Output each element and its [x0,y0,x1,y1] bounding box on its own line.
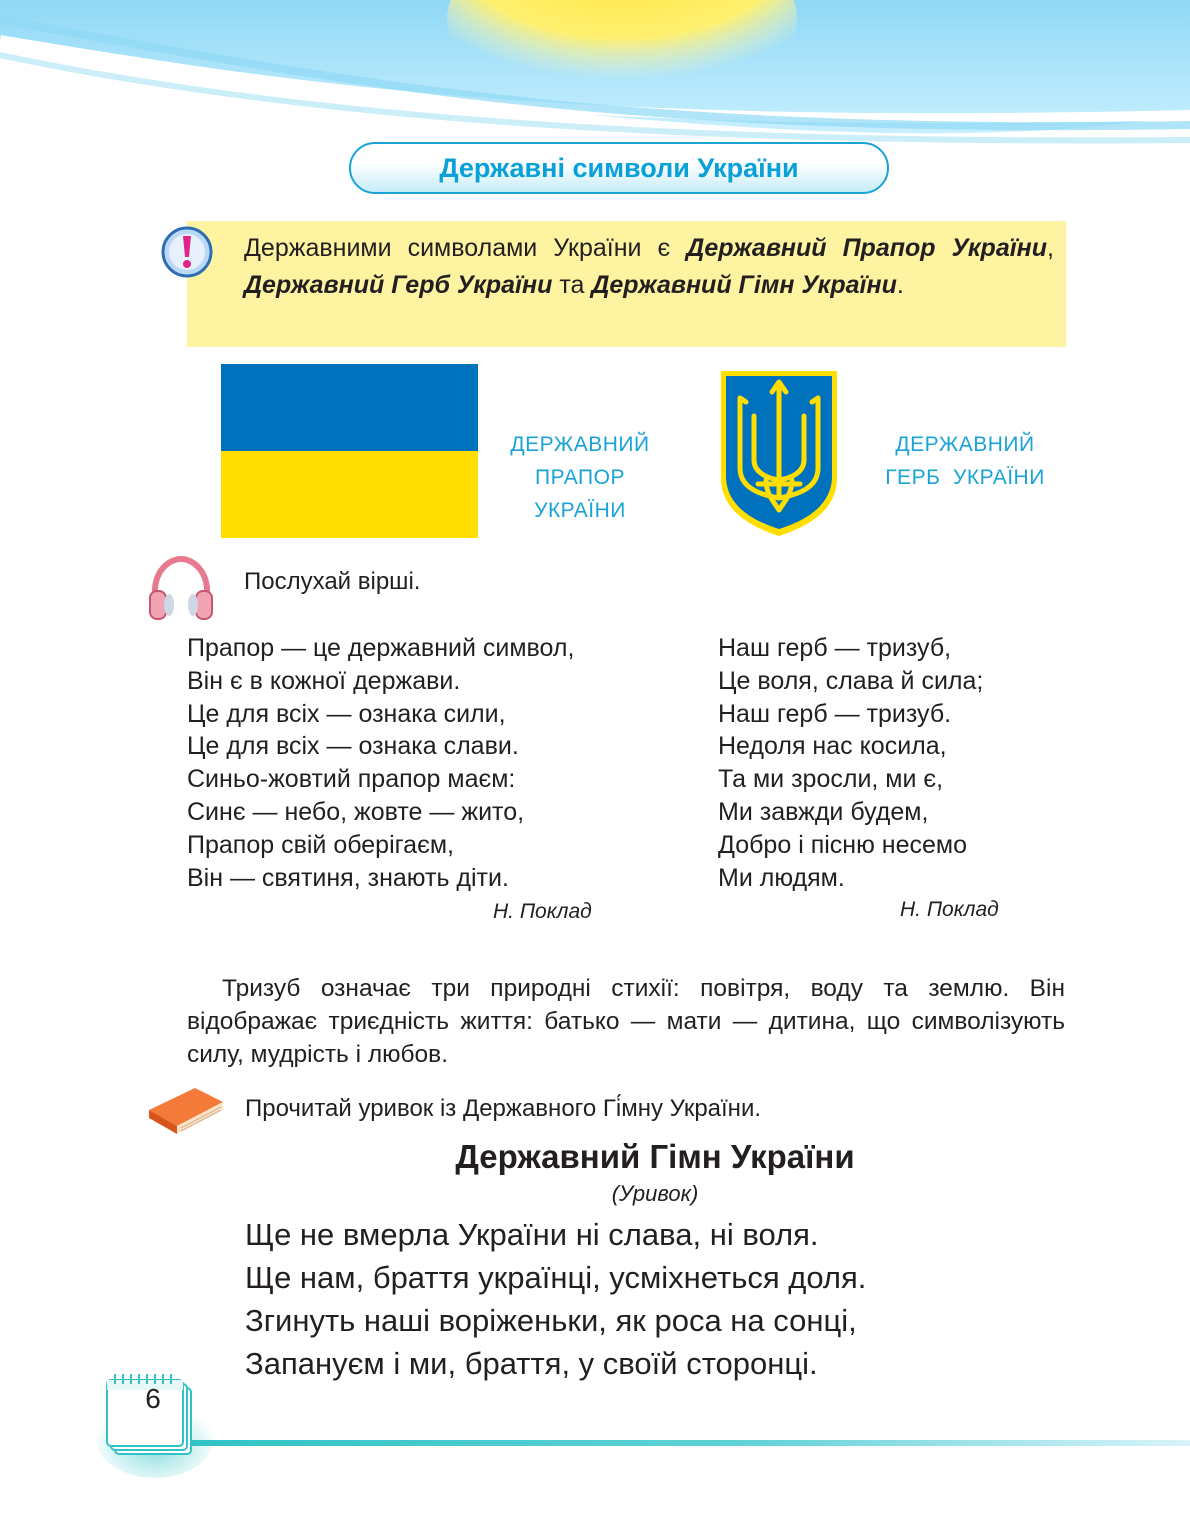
section-title: Державні символи України [349,142,889,194]
info-coat: Державний Герб України [244,271,553,299]
exclamation-icon [160,225,214,279]
info-end: . [896,271,904,299]
headphones-icon [147,555,215,623]
info-text [244,230,1054,304]
coat-caption-line: ГЕРБ УКРАЇНИ [885,466,1045,489]
info-anthem: Державний Гімн України [591,271,897,299]
anthem-line: Запануєм і ми, браття, у своїй сторонці. [245,1346,818,1381]
poem-line: Ми людям. [718,863,845,892]
anthem-line: Ще не вмерла України ні слава, ні воля. [245,1217,819,1252]
poem-line: Прапор свій оберігаєм, [187,830,454,859]
poem-line: Це для всіх — ознака слави. [187,732,519,761]
flag-caption-line: ПРАПОР [535,466,625,489]
footer-line [180,1440,1190,1446]
calendar-page-icon [95,1360,215,1480]
anthem-text [245,1213,1145,1385]
anthem-line: Згинуть наші воріженьки, як роса на сонці, [245,1303,857,1338]
anthem-title: Державний Гімн України [455,1138,855,1175]
poem-line: Він — святиня, знають діти. [187,863,509,892]
flag-caption-line: ДЕРЖАВНИЙ [510,433,650,456]
coat-of-arms-icon [718,368,840,538]
poem-line: Недоля нас косила, [718,732,947,761]
anthem-subtitle: (Уривок) [611,1181,699,1206]
poem-flag [187,632,647,894]
coat-caption-line: ДЕРЖАВНИЙ [895,433,1035,456]
poem-line: Прапор — це державний символ, [187,634,575,662]
poem-line: Це для всіх — ознака сили, [187,699,506,728]
info-flag: Державний Прапор України [686,234,1048,262]
poem-line: Це воля, слава й сила; [718,666,984,695]
poem-line: Добро і пісню несемо [718,830,967,859]
ukraine-flag [221,364,478,538]
read-instruction: Прочитай уривок із Державного Гі́мну України. [245,1095,762,1122]
coat-caption [870,428,1060,494]
flag-caption [490,428,670,527]
poem-author: Н. Поклад [900,898,999,921]
poem-author: Н. Поклад [493,900,592,923]
info-sep1: , [1047,234,1054,262]
poem-line: Наш герб — тризуб. [718,699,952,728]
flag-caption-line: УКРАЇНИ [534,499,626,522]
poem-line: Наш герб — тризуб, [718,634,952,662]
anthem-line: Ще нам, браття українці, усміхнеться доля. [245,1260,867,1295]
trident-paragraph: Тризуб означає три природні стихії: повітря, воду та землю. Він відображає триєдність життя: батько — мати — дитина, що символізують силу, мудрість і любов. [187,975,1065,1068]
poem-line: Та ми зросли, ми є, [718,765,944,794]
poem-line: Синє — небо, жовте — жито, [187,797,525,826]
header-decoration [0,0,1190,160]
poem-line: Ми завжди будем, [718,797,929,826]
poem-line: Синьо-жовтий прапор маєм: [187,765,516,794]
poem-line: Він є в кожної держави. [187,666,461,695]
listen-instruction: Послухай вірші. [244,568,421,595]
book-icon [145,1080,227,1138]
flag-yellow-stripe [221,451,478,538]
page-number: 6 [145,1383,161,1414]
info-intro: Державними символами України є [244,234,687,262]
flag-blue-stripe [221,364,478,451]
info-sep2: та [552,271,592,299]
poem-coat [718,632,1078,894]
